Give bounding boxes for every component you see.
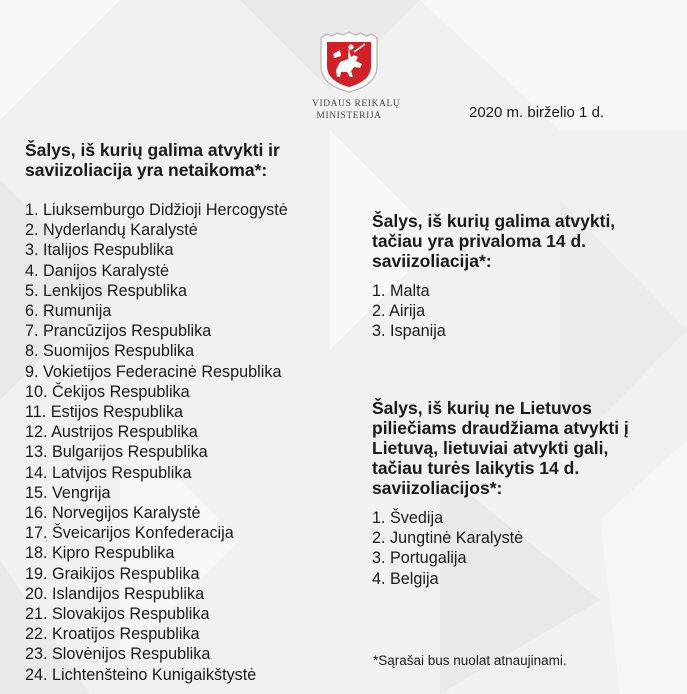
list-item: 2. Nyderlandų Karalystė <box>25 221 198 240</box>
section-isolation-required <box>372 211 672 342</box>
country-list <box>25 200 355 685</box>
section-heading <box>372 398 672 498</box>
logo-line-2: MINISTERIJA <box>316 111 382 121</box>
list-item: 1. Malta <box>372 282 430 300</box>
list-item: 18. Kipro Respublika <box>25 544 175 563</box>
list-item: 16. Norvegijos Karalystė <box>25 504 201 523</box>
coat-of-arms-icon <box>318 30 380 94</box>
section-heading <box>372 211 672 271</box>
list-item: 8. Suomijos Respublika <box>25 342 195 361</box>
footnote: *Sąrašai bus nuolat atnaujinami. <box>373 653 567 668</box>
list-item: 4. Danijos Karalystė <box>25 261 169 280</box>
list-item: 11. Estijos Respublika <box>25 403 184 422</box>
list-item: 3. Ispanija <box>372 322 446 341</box>
heading-line: saviizoliacija*: <box>372 251 492 271</box>
list-item: 5. Lenkijos Respublika <box>25 281 187 300</box>
heading-line: Šalys, iš kurių ne Lietuvos <box>372 398 592 418</box>
list-item: 1. Švedija <box>372 509 444 527</box>
list-item: 14. Latvijos Respublika <box>25 463 192 482</box>
list-item: 17. Šveicarijos Konfederacija <box>25 524 234 543</box>
logo-line-1: VIDAUS REIKALŲ <box>312 99 401 109</box>
country-list <box>372 281 672 342</box>
country-list <box>372 508 672 589</box>
list-item: 24. Lichtenšteino Kunigaikštystė <box>25 665 257 684</box>
section-entry-banned <box>372 398 672 589</box>
ministry-logo <box>312 30 401 122</box>
section-no-isolation <box>25 140 355 685</box>
list-item: 1. Liuksemburgo Didžioji Hercogystė <box>25 201 288 219</box>
list-item: 6. Rumunija <box>25 302 112 321</box>
list-item: 13. Bulgarijos Respublika <box>25 443 208 462</box>
heading-line: piliečiams draudžiama atvykti į <box>372 418 629 438</box>
list-item: 23. Slovėnijos Respublika <box>25 645 211 664</box>
section-heading <box>25 140 355 180</box>
list-item: 19. Graikijos Respublika <box>25 564 200 583</box>
heading-line: tačiau turės laikytis 14 d. <box>372 458 580 478</box>
list-item: 2. Airija <box>372 302 426 321</box>
list-item: 7. Prancūzijos Respublika <box>25 322 212 341</box>
document-date: 2020 m. birželio 1 d. <box>469 104 605 121</box>
list-item: 22. Kroatijos Respublika <box>25 625 200 644</box>
heading-line: saviizoliacija yra netaikoma*: <box>25 160 268 180</box>
list-item: 4. Belgija <box>372 569 439 588</box>
heading-line: Lietuvą, lietuviai atvykti gali, <box>372 438 609 458</box>
list-item: 20. Islandijos Respublika <box>25 584 205 603</box>
heading-line: Šalys, iš kurių galima atvykti, <box>372 211 616 231</box>
heading-line: saviizoliacijos*: <box>372 478 503 498</box>
list-item: 9. Vokietijos Federacinė Respublika <box>25 362 282 381</box>
heading-line: tačiau yra privaloma 14 d. <box>372 231 586 251</box>
list-item: 15. Vengrija <box>25 483 111 502</box>
list-item: 2. Jungtinė Karalystė <box>372 529 524 548</box>
list-item: 3. Italijos Respublika <box>25 241 174 260</box>
list-item: 12. Austrijos Respublika <box>25 423 198 442</box>
list-item: 21. Slovakijos Respublika <box>25 605 210 624</box>
list-item: 3. Portugalija <box>372 549 467 568</box>
list-item: 10. Čekijos Respublika <box>25 382 190 401</box>
heading-line: Šalys, iš kurių galima atvykti ir <box>25 140 280 160</box>
